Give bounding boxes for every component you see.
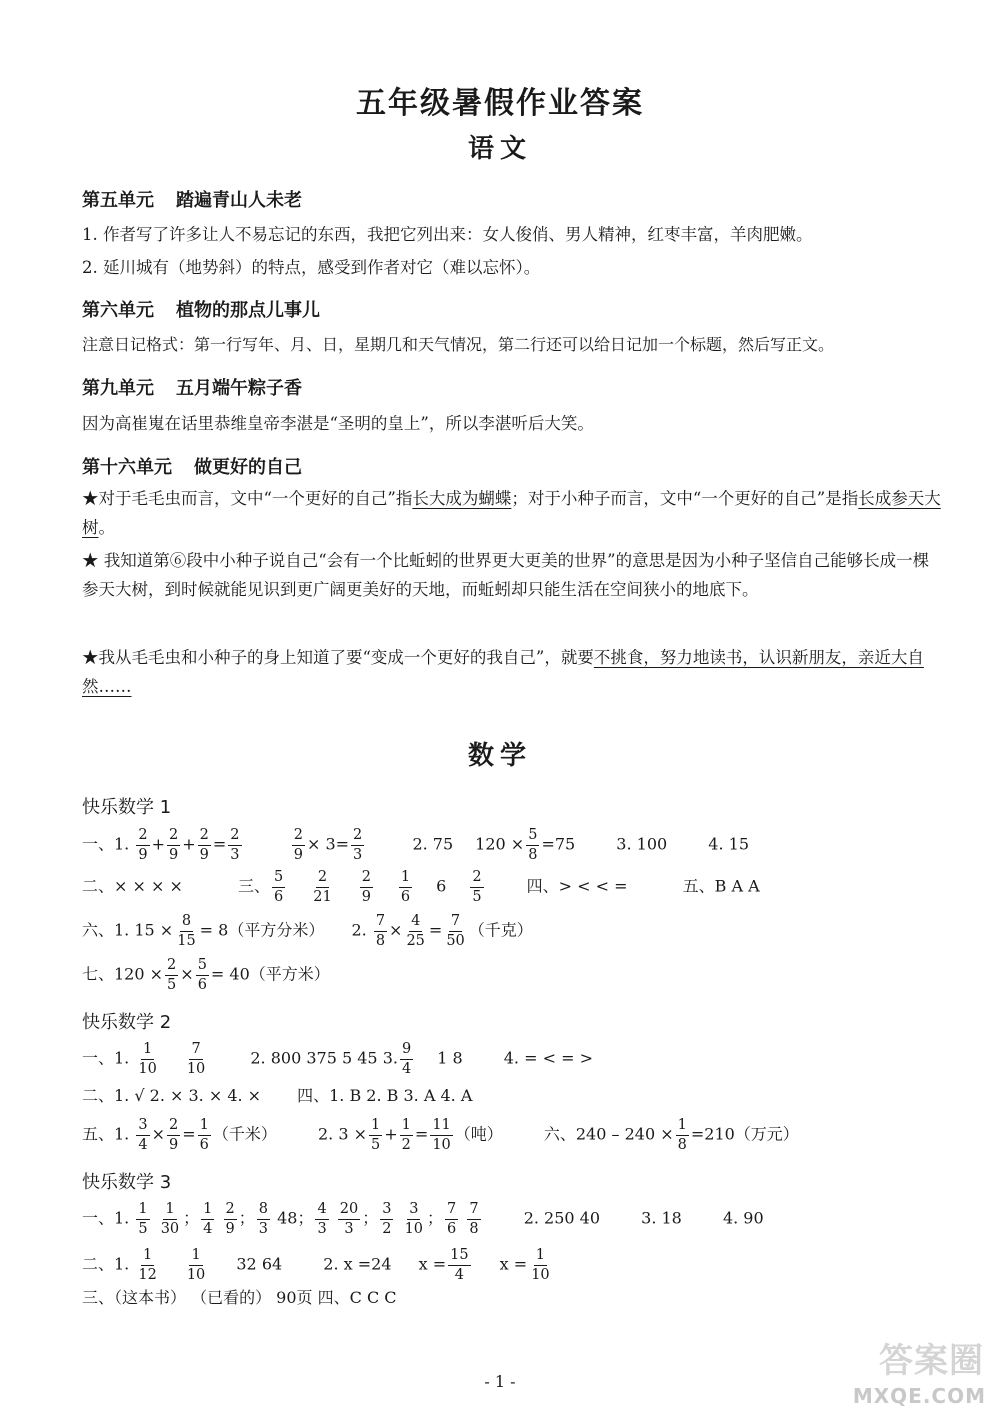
fraction: [175, 914, 197, 948]
denominator: 5: [138, 1220, 148, 1237]
fraction: [445, 1202, 458, 1236]
numerator: 5: [526, 828, 539, 846]
fraction: [136, 1248, 158, 1282]
fraction: [136, 1118, 149, 1152]
denominator: 4: [138, 1136, 148, 1153]
math-text: 4. = < = >: [503, 1048, 593, 1068]
fraction: [224, 1202, 237, 1236]
unit-9-name: 五月端午粽子香: [176, 378, 302, 399]
page-number: - 1 -: [484, 1372, 516, 1391]
denominator: 21: [313, 888, 332, 905]
math-text: × 3=: [306, 834, 350, 854]
denominator: 3: [344, 1220, 354, 1237]
numerator: 2: [165, 958, 178, 976]
fraction: [430, 1118, 452, 1152]
denominator: 5: [472, 888, 482, 905]
math-text: 四、> < < =: [526, 876, 628, 896]
numerator: 2: [198, 828, 211, 846]
math-text: =210（万元）: [690, 1124, 799, 1144]
happy-math-1-heading: 快乐数学 1: [82, 797, 172, 818]
happy-math-3-row-2: [82, 1248, 554, 1282]
fraction: [403, 1202, 425, 1236]
numerator: 5: [272, 870, 285, 888]
math-text: 三、: [237, 876, 270, 896]
math-text: 1 8: [437, 1048, 463, 1068]
fraction: [136, 1202, 149, 1236]
math-text: = 40（平方米）: [210, 964, 330, 984]
happy-math-2-row-3: 五、1. $\frac{3}{4}$ × $\frac{2}{9}$ = $\frac{1}{6}$ （千米） 2. 3 × $\frac{1}{5}$ + $\frac{1}{2}$ = $\frac{11}{10}$ （吨） 六、240 – 240 × $\frac{1}{8}$ =210（万元）: [82, 1117, 799, 1153]
math-text: 五、B A A: [682, 876, 760, 896]
math-text: 4. 90: [722, 1208, 764, 1228]
numerator: 2: [167, 1118, 180, 1136]
math-text: =75: [541, 834, 576, 854]
denominator: 8: [677, 1136, 687, 1153]
fraction: [529, 1248, 551, 1282]
happy-math-1-row-3: 六、1. 15 × $\frac{8}{15}$ = 8（平方分米） 2. $\frac{7}{8}$ × $\frac{4}{25}$ = $\frac{7}{50}$ （千克）: [82, 913, 533, 949]
numerator: 8: [180, 914, 193, 932]
happy-math-2-row-2: [82, 1088, 472, 1104]
numerator: 7: [189, 1042, 202, 1060]
numerator: 5: [196, 958, 209, 976]
watermark-site: MXQE.COM: [852, 1384, 986, 1408]
fraction: [198, 1118, 211, 1152]
numerator: 1: [163, 1202, 176, 1220]
unit-9-heading: [82, 374, 302, 400]
answer-text: ★我从毛毛虫和小种子的身上知道了要“变成一个更好的我自己”，就要: [82, 648, 594, 667]
fraction: [351, 828, 364, 862]
denominator: 9: [169, 1136, 179, 1153]
numerator: 11: [430, 1118, 452, 1136]
denominator: 4: [454, 1266, 464, 1283]
math-text: 六、240 – 240 ×: [543, 1124, 674, 1144]
fraction: [167, 1118, 180, 1152]
fraction: [470, 870, 483, 904]
numerator: 1: [141, 1042, 154, 1060]
math-text: 二、× × × ×: [82, 876, 183, 896]
denominator: 9: [138, 846, 148, 863]
fraction: [228, 828, 241, 862]
denominator: 10: [531, 1266, 550, 1283]
fraction: [167, 828, 180, 862]
fraction: [404, 914, 426, 948]
fraction: [257, 1202, 270, 1236]
happy-math-2-heading: 快乐数学 2: [82, 1012, 172, 1033]
math-text: 120 ×: [475, 834, 525, 854]
math-text: （千米）: [212, 1124, 277, 1144]
unit-16-number: 第十六单元: [82, 457, 172, 478]
numerator: 1: [399, 870, 412, 888]
math-text: 6: [436, 876, 447, 896]
denominator: 3: [230, 846, 240, 863]
underlined-answer: 不挑食，努力地读书，认识新朋友，亲近大自然……: [82, 648, 924, 696]
fraction: [311, 870, 333, 904]
numerator: 4: [409, 914, 422, 932]
page-title: 五年级暑假作业答案: [356, 86, 644, 121]
fraction: [448, 1248, 470, 1282]
happy-math-1-row-1: 一、1. $\frac{2}{9}$ + $\frac{2}{9}$ + $\frac{2}{9}$ = $\frac{2}{3}$ $\frac{2}{9}$ × 3= $\frac{2}{3}$ 2. 75 120 × $\frac{5}{8}$ =75 3. 100 4. 15: [82, 827, 749, 863]
unit-6-heading: [82, 296, 320, 322]
math-text: 2. x =24: [323, 1254, 392, 1274]
denominator: 8: [469, 1220, 479, 1237]
denominator: 9: [225, 1220, 235, 1237]
subject-chinese: 语文: [467, 134, 532, 164]
fraction: [399, 870, 412, 904]
answer-text: ；对于小种子而言，文中“一个更好的自己”是指: [511, 489, 859, 508]
fraction: [292, 828, 305, 862]
numerator: 9: [400, 1042, 413, 1060]
denominator: 6: [199, 1136, 209, 1153]
denominator: 15: [177, 932, 196, 949]
underlined-answer: 长大成为蝴蝶: [412, 489, 512, 508]
unit-6-name: 植物的那点儿事儿: [176, 300, 320, 321]
unit-5-answer-2: 2. 延川城有（地势斜）的特点，感受到作者对它（难以忘怀）。: [82, 258, 541, 277]
numerator: 1: [136, 1202, 149, 1220]
fraction: [185, 1248, 207, 1282]
fraction: [136, 1042, 158, 1076]
numerator: 1: [369, 1118, 382, 1136]
denominator: 10: [138, 1060, 157, 1077]
unit-16-heading: [82, 453, 302, 479]
numerator: 3: [407, 1202, 420, 1220]
numerator: 7: [445, 1202, 458, 1220]
happy-math-1-row-4: 七、120 × $\frac{2}{5}$ × $\frac{5}{6}$ = 40（平方米）: [82, 957, 330, 993]
answer-text: ★对于毛毛虫而言，文中“一个更好的自己”指: [82, 489, 413, 508]
answer-text: 。: [98, 518, 115, 537]
numerator: 2: [228, 828, 241, 846]
denominator: 8: [375, 932, 386, 949]
numerator: 1: [189, 1248, 202, 1266]
happy-math-2-row-1: [82, 1042, 593, 1076]
unit-16-answer-1: [82, 484, 942, 542]
fraction: [380, 1202, 393, 1236]
unit-16-name: 做更好的自己: [194, 457, 302, 478]
numerator: 20: [338, 1202, 360, 1220]
math-text: 五、1.: [82, 1124, 130, 1144]
numerator: 1: [141, 1248, 154, 1266]
watermark-logo: 答案圈: [879, 1341, 984, 1381]
numerator: 1: [676, 1118, 689, 1136]
denominator: 5: [167, 976, 177, 993]
numerator: 2: [292, 828, 305, 846]
denominator: 10: [432, 1136, 451, 1153]
denominator: 6: [447, 1220, 457, 1237]
numerator: 7: [374, 914, 387, 932]
fraction: [338, 1202, 360, 1236]
numerator: 4: [315, 1202, 328, 1220]
numerator: 1: [198, 1118, 211, 1136]
denominator: 9: [293, 846, 303, 863]
numerator: 3: [136, 1118, 149, 1136]
unit-5-answer-1: 1. 作者写了许多让人不易忘记的东西，我把它列出来：女人俊俏、男人精神，红枣丰富，羊肉肥嫩。: [82, 225, 813, 244]
denominator: 9: [361, 888, 371, 905]
denominator: 10: [404, 1220, 424, 1237]
numerator: 2: [224, 1202, 237, 1220]
denominator: 3: [353, 846, 363, 863]
fraction: [159, 1202, 181, 1236]
denominator: 10: [186, 1266, 206, 1283]
fraction: [467, 1202, 480, 1236]
fraction: [196, 958, 209, 992]
unit-9-number: 第九单元: [82, 378, 154, 399]
denominator: 4: [203, 1220, 213, 1237]
denominator: 6: [274, 888, 284, 905]
fraction: [526, 828, 539, 862]
math-text: 2.: [351, 920, 367, 940]
math-text: 32 64: [236, 1254, 283, 1274]
unit-5-name: 踏遍青山人未老: [176, 190, 302, 211]
unit-16-answer-2: ★ 我知道第⑥段中小种子说自己“会有一个比蚯蚓的世界更大更美的世界”的意思是因为小种子坚信自己能够长成一棵参天大树，到时候就能见识到更广阔更美好的天地，而蚯蚓却只能生活在空间狭小的地底下。: [82, 551, 930, 599]
numerator: 1: [400, 1118, 413, 1136]
denominator: 6: [400, 888, 411, 905]
math-text: 48；: [277, 1208, 314, 1228]
fraction: [198, 828, 211, 862]
denominator: 25: [406, 932, 425, 949]
unit-6-answer: 注意日记格式：第一行写年、月、日，星期几和天气情况，第二行还可以给日记加一个标题，然后写正文。: [82, 335, 835, 354]
underlined-answer: 长成参天大树: [82, 489, 941, 537]
unit-9-answer: 因为高崔嵬在话里恭维皇帝李湛是“圣明的皇上”，所以李湛听后大笑。: [82, 414, 594, 433]
fraction: [374, 914, 387, 948]
fraction: [360, 870, 373, 904]
denominator: 3: [258, 1220, 268, 1237]
fraction: [444, 914, 466, 948]
denominator: 6: [197, 976, 207, 993]
denominator: 4: [401, 1060, 412, 1077]
fraction: [201, 1202, 214, 1236]
math-text: 2. 250 40: [523, 1208, 601, 1228]
math-text: 四、1. B 2. B 3. A 4. A: [297, 1086, 473, 1105]
numerator: 1: [201, 1202, 214, 1220]
happy-math-3-row-3: 三、（这本书） （已看的） 90页 四、C C C: [82, 1288, 397, 1307]
fraction: [369, 1118, 382, 1152]
denominator: 8: [528, 846, 538, 863]
numerator: 2: [167, 828, 180, 846]
numerator: 7: [449, 914, 462, 932]
item-label: 一、1.: [82, 834, 130, 854]
denominator: 2: [382, 1220, 392, 1237]
numerator: 3: [380, 1202, 393, 1220]
denominator: 2: [401, 1136, 411, 1153]
happy-math-3-row-1: 一、1. $\frac{1}{5}$ $\frac{1}{30}$ ； $\frac{1}{4}$ $\frac{2}{9}$ ； $\frac{8}{3}$ 48； $\frac{4}{3}$ $\frac{20}{3}$ ； $\frac{3}{2}$ $\frac{3}{10}$ ； $\frac{7}{6}$ $\frac{7}{8}$ 2. 250 40 3. 18 4. 90: [82, 1201, 764, 1237]
numerator: 8: [257, 1202, 270, 1220]
math-text: 2. 3 ×: [318, 1124, 368, 1144]
math-text: 3. 100: [616, 834, 668, 854]
numerator: 1: [534, 1248, 547, 1266]
math-text: （吨）: [454, 1124, 503, 1144]
math-text: 3. 18: [641, 1208, 682, 1228]
denominator: 30: [160, 1220, 180, 1237]
unit-16-answer-3: [82, 643, 942, 701]
math-text: x =: [418, 1254, 447, 1274]
fraction: [165, 958, 178, 992]
denominator: 3: [317, 1220, 327, 1237]
math-text: 2. 75: [412, 834, 454, 854]
denominator: 10: [186, 1060, 206, 1077]
fraction: [400, 1042, 413, 1076]
unit-5-number: 第五单元: [82, 190, 154, 211]
unit-5-heading: [82, 186, 302, 212]
math-text: 一、1.: [82, 1208, 130, 1228]
numerator: 2: [470, 870, 483, 888]
numerator: 2: [351, 828, 364, 846]
subject-math: 数学: [467, 741, 532, 771]
unit-6-number: 第六单元: [82, 300, 154, 321]
fraction: [272, 870, 285, 904]
math-text: x =: [499, 1254, 528, 1274]
math-text: 七、120 ×: [82, 964, 164, 984]
math-text: 2. 800 375 5 45 3.: [250, 1048, 398, 1068]
numerator: 2: [316, 870, 329, 888]
numerator: 2: [136, 828, 149, 846]
fraction: [676, 1118, 689, 1152]
denominator: 9: [199, 846, 209, 863]
math-text: = 8（平方分米）: [199, 920, 325, 940]
happy-math-3-heading: 快乐数学 3: [82, 1172, 172, 1193]
fraction: [400, 1118, 413, 1152]
numerator: 7: [467, 1202, 480, 1220]
fraction: [185, 1042, 207, 1076]
denominator: 50: [446, 932, 465, 949]
fraction: [315, 1202, 328, 1236]
math-text: 一、1.: [82, 1048, 130, 1068]
happy-math-1-row-2: [82, 870, 760, 904]
math-text: 六、1. 15 ×: [82, 920, 174, 940]
numerator: 15: [448, 1248, 470, 1266]
denominator: 9: [169, 846, 179, 863]
fraction: [136, 828, 149, 862]
numerator: 2: [360, 870, 373, 888]
math-text: 4. 15: [708, 834, 749, 854]
denominator: 5: [371, 1136, 381, 1153]
math-text: 二、1. √ 2. × 3. × 4. ×: [82, 1086, 262, 1105]
denominator: 12: [138, 1266, 157, 1283]
math-text: 二、1.: [82, 1254, 130, 1274]
math-text: （千克）: [468, 920, 533, 940]
